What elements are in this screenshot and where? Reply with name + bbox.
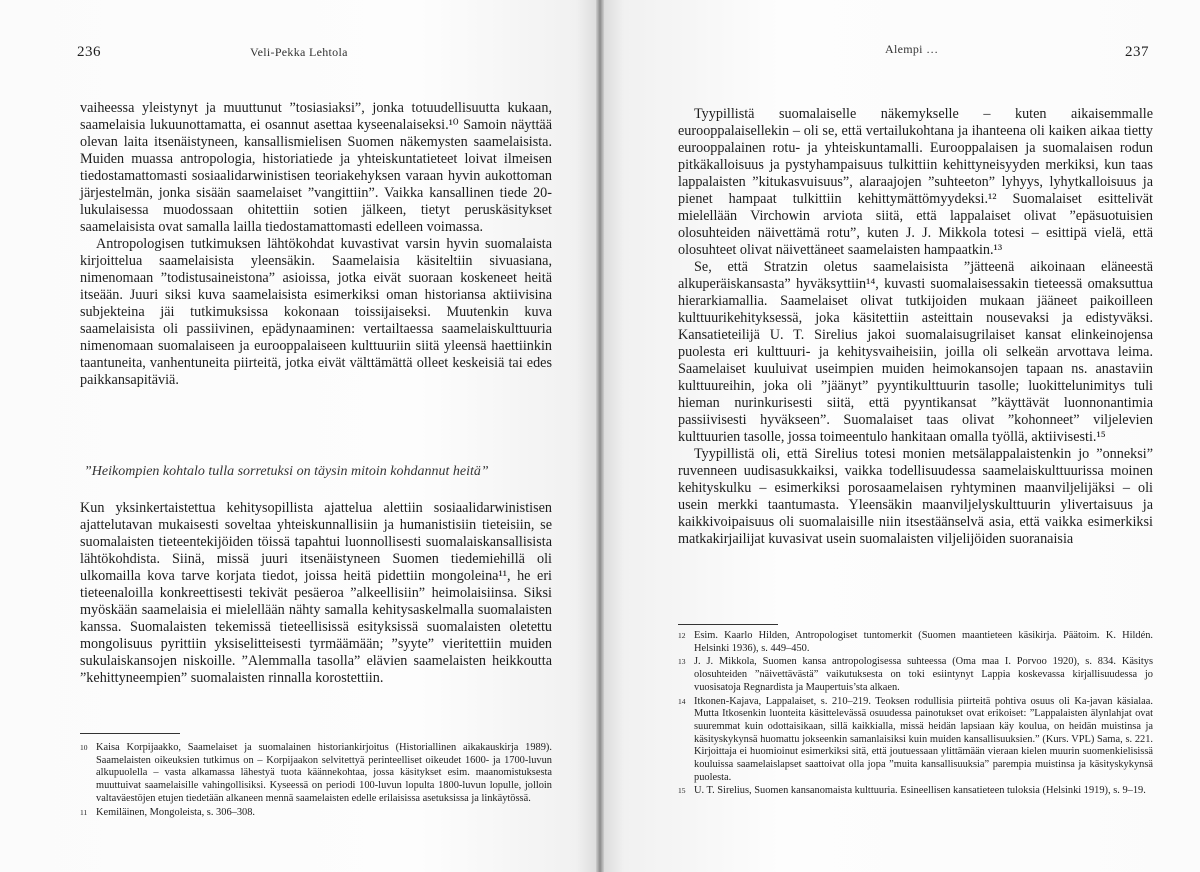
page-number: 236	[77, 44, 101, 60]
footnote	[80, 807, 552, 820]
paragraph: Tyypillistä suomalaiselle näkemykselle – kuten aikaisemmalle eurooppalaisellekin – oli se, että vertailukohtana ja ihanteena oli kaiken aikaa tietty eurooppalainen rotu- ja yhteiskuntamalli. Eurooppalaisen ja suomalaisen rodun pitkäkalloisuus ja pystyhampaisuus tulkittiin kehittyneisyyden merkiksi, kun taas lappalaisten ”kitukasvuisuus”, alaraajojen ”suhteeton” lyhyys, lyhytkalloisuus ja pienet hampaat tulkittiin kehittymättömyydeksi.¹² Suomalaiset esittelivät mielellään Virchowin arviota siitä, että lappalaiset olivat ”epäsuotuisien olosuhteiden näivettämä rotu”, kuten J. J. Mikkola totesi – esittipä vielä, että olosuhteet olivat näivettäneet saamelaisten hampaatkin.¹³	[678, 106, 1153, 258]
footnote-number: 11	[80, 807, 88, 817]
body-text-top	[80, 100, 552, 389]
paragraph: Antropologisen tutkimuksen lähtökohdat kuvastivat varsin hyvin suomalaista kirjoittelua saamelaisista yleensäkin. Saamelaisia käsiteltiin sivuasiana, nimenomaan ”todistusaineistona” asioissa, jotka eivät suoraan koskeneet heitä itseään. Juuri siksi kuva saamelaisista esimerkiksi oman historiansa aktiivisina subjekteina jäi tutkimuksissa kokonaan toissijaiseksi. Muutenkin kuva saamelaisista oli passiivinen, epädynaaminen: vertailtaessa saamelaiskulttuuria nimenomaan suomalaiseen ja eurooppalaiseen kulttuuriin siitä yleensä haettiinkin taantuneita, vanhentuneita piirteitä, jotka eivät välttämättä olleet keskeisiä tai edes paikkansapitäviä.	[80, 236, 552, 388]
body-text	[678, 106, 1153, 548]
paragraph: Se, että Stratzin oletus saamelaisista ”jätteenä aikoinaan eläneestä alkuperäiskansasta” hyväksyttiin¹⁴, kuvasti suomalaisessakin tieteessä omaksuttua hierarkiamallia. Saamelaiset olivat tutkijoiden mukaan jääneet paikoilleen kulttuurikehityksessä, joka käsitettiin asteittain nousevaksi ja edistyväksi. Kansatieteilijä U. T. Sirelius jakoi suomalaisugrilaiset kansat elinkeinojensa puolesta eri kulttuuri- ja kehitysvaiheisiin, joilla oli selkeän arvottava leima. Saamelaiset kuuluivat useimpien muiden heimokansojen tapaan ns. anastaviin kulttuureihin, joka oli ”jäänyt” pyyntikulttuurin tasolle; luokittelunimitys tuli hieman nurinkurisesti siitä, että pyyntikansat ”käyttävät luonnonantimia passiivisesti hyväkseen”. Suomalaiset taas olivat ”kohonneet” viljelevien kulttuurien tasolle, jossa toimeentulo hankitaan omalla työllä, aktiivisesti.¹⁵	[678, 259, 1153, 445]
running-head: Veli-Pekka Lehtola	[250, 45, 348, 59]
footnotes	[678, 630, 1153, 799]
paragraph: vaiheessa yleistynyt ja muuttunut ”tosiasiaksi”, jonka totuudellisuutta kukaan, saamelaisia lukuunottamatta, ei osannut asettaa kyseenalaiseksi.¹⁰ Samoin näyttää olevan laita itsenäistyneen, kansallismielisen Suomen näkemysten saamelaisista. Muiden muassa antropologia, historiatiede ja yhteiskuntatieteet loivat ilmeisen tiedostamattomasti sosiaalidarwinistisen teoriakehyksen varaan hyvin aukottoman järjestelmän, jonka sisään saamelaiset ”vangittiin”. Vaikka kansallinen tiede 20-lukulaisessa muodossaan ohitettiin sotien jälkeen, tietyt peruskäsitykset saamelaisista ovat samalla lailla tiedostamattomasti edelleen voimassa.	[80, 100, 552, 235]
footnote-number: 13	[678, 657, 686, 667]
footnote-text: U. T. Sirelius, Suomen kansanomaista kulttuuria. Esineellisen kansatieteen tuloksia (Helsinki 1919), s. 9–19.	[694, 785, 1146, 797]
footnote-rule	[80, 733, 180, 734]
footnote-text: Kemiläinen, Mongoleista, s. 306–308.	[96, 806, 256, 818]
book-gutter	[596, 0, 604, 872]
right-page	[600, 0, 1200, 872]
footnote-text: J. J. Mikkola, Suomen kansa antropologisessa suhteessa (Oma maa I. Porvoo 1920), s. 834. Käsitys olosuhteiden ”näivettävästä” vaikutuksesta on toki esiintynyt Lappia koskevassa kirjallisuudessa jo vuosisatoja Regnardista ja Maupertuis’sta alkaen.	[694, 656, 1153, 693]
footnotes	[80, 742, 552, 820]
footnote-rule	[678, 624, 778, 625]
footnote	[678, 656, 1153, 694]
footnote	[678, 785, 1153, 798]
footnote-number: 14	[678, 696, 686, 706]
paragraph: Kun yksinkertaistettua kehitysopillista ajattelua alettiin sosiaalidarwinistisen ajattelutavan mukaisesti soveltaa yhteiskunnallisiin ja humanistisiin tieteisiin, se suomalaisten tieteentekijöiden töissä tapahtui luonnollisesti suomalaiskansallisista lähtökohdista. Siinä, missä juuri itsenäistyneen Suomen tiedemiehillä oli ulkomailla kova tarve korjata tiedot, joissa heitä pidettiin mongoleina¹¹, he eri tieteenaloilla konkreettisesti tekivät pesäeroa ”alkeellisiin” heimolaisiinsa. Siksi myöskään saamelaisia ei mielellään nähty samalla kehitysaskelmalla suomalaisten kanssa. Suomalaisten tekemissä tieteellisissä esityksissä suomalaisten oletettu mongolisuus pyrittiin yksiselitteisesti tyrmäämään; ”syyte” vieritettiin muiden sukulaiskansojen niskoille. ”Alemmalla tasolla” elävien saamelaisten heikkoutta ”kehittyneempien” suomalaisten rinnalla korostettiin.	[80, 500, 552, 686]
paragraph: Tyypillistä oli, että Sirelius totesi monien metsälappalaistenkin jo ”onneksi” ruvenneen uudisasukkaiksi, vaikka todellisuudessa saamelaiskulttuurissa moinen kehityskulku – esimerkiksi porosaamelaisen ryhtyminen maanviljelijäksi – oli usein merkki taantumasta. Yleensäkin maanviljelyskulttuurin ylivertaisuus ja kaikkivoipaisuus oli suomalaisille niin itsestäänselvä asia, että vaikka esimerkiksi matkakirjailijat kuvasivat usein suomalaisten viljelijöiden suoranaisia	[678, 446, 1153, 547]
section-heading: ”Heikompien kohtalo tulla sorretuksi on täysin mitoin kohdannut heitä”	[84, 464, 489, 479]
footnote	[678, 696, 1153, 785]
footnote	[678, 630, 1153, 655]
footnote	[80, 742, 552, 806]
footnote-text: Esim. Kaarlo Hilden, Antropologiset tuntomerkit (Suomen maantieteen käsikirja. Päätoim. K. Hildén. Helsinki 1936), s. 449–450.	[694, 630, 1153, 654]
footnote-text: Itkonen-Kajava, Lappalaiset, s. 210–219. Teoksen rodullisia piirteitä pohtiva osuus oli Ka-javan käsialaa. Mutta Itkosenkin luonteita käsittelevässä osuudessa painotukset ovat erikoiset: ”Lappalaisten älynlahjat ovat suuremmat kuin odottaisikaan, sillä kaikkialla, missä heidän lapsiaan käy koulua, on heidän muistinsa ja käsityskykynsä huomattu jokseenkin samanlaisiksi kuin muiden kansallisuuksien.” (Kurs. VPL) Sama, s. 221. Kirjoittaja ei huomioinut esimerkiksi sitä, että joutuessaan ylittämään vieraan kielen muurin suomenkielisissä kouluissa saamelaislapset saattoivat olla jopa ”muita kansallisuuksia” parempia muistinsa ja käsityskykynsä puolesta.	[694, 695, 1153, 783]
footnote-text: Kaisa Korpijaakko, Saamelaiset ja suomalainen historiankirjoitus (Historiallinen aikakauskirja 1989). Saamelaisten oikeuksien tutkimus on – Korpijaakon selvitettyä perinteelliset oikeudet 1600- ja 1700-luvun alkupuolella – vasta alkamassa lähestyä tuota käännekohtaa, jossa käsitykset esim. maanomistuksesta muuttuivat saamelaisille vahingollisiksi. Kyseessä on periodi 100-luvun lopulta 1800-luvun lopulle, jolloin valtaväestöjen etujen tiedetään alkaneen mennä saamelaisten edelle erilaisissa asetuksissa ja linkäytössä.	[96, 742, 552, 804]
footnote-number: 15	[678, 786, 686, 796]
running-head: Alempi …	[885, 42, 939, 56]
footnote-number: 10	[80, 743, 88, 752]
body-text-bottom	[80, 500, 552, 687]
page-number: 237	[1125, 44, 1149, 60]
footnote-number: 12	[678, 631, 686, 640]
